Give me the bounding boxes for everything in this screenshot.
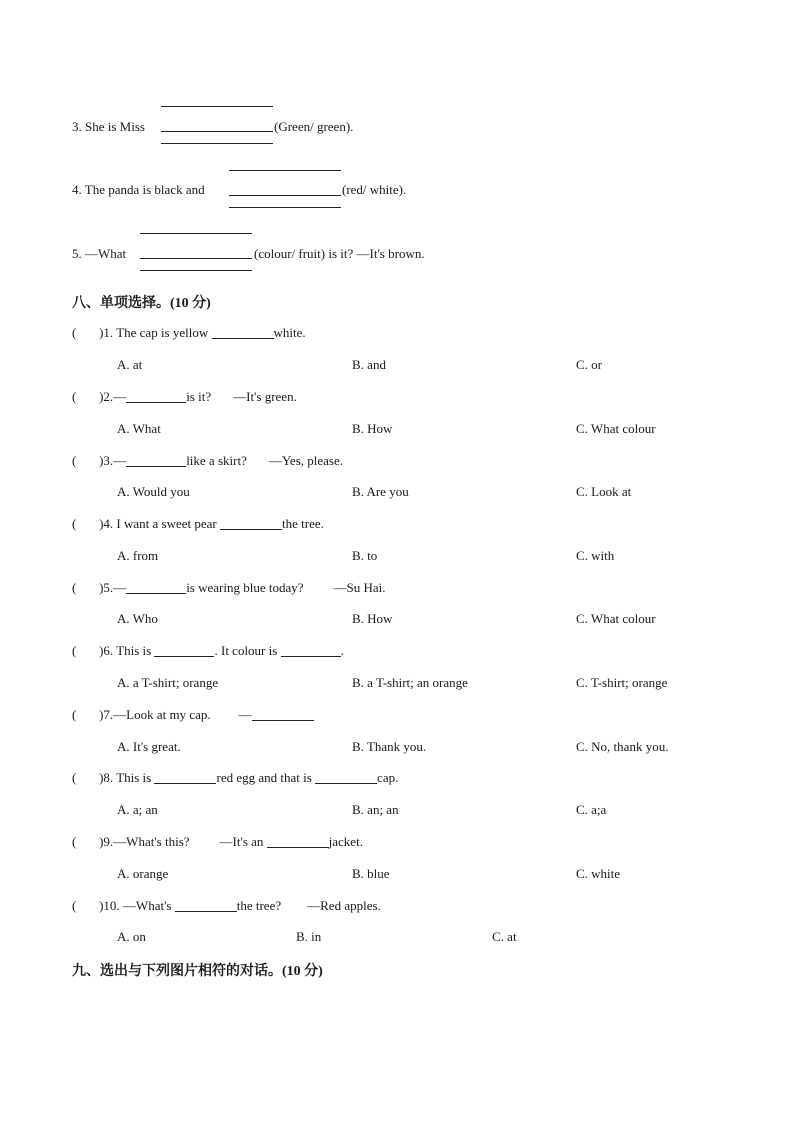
question-stem: . It colour is (214, 643, 281, 658)
answer-paren[interactable]: ( (72, 834, 100, 849)
section-heading: 八、单项选择。(10 分) (72, 296, 211, 311)
answer-blank (220, 517, 282, 530)
option-c[interactable]: C. No, thank you. (576, 739, 669, 754)
answer-paren[interactable]: ( (72, 453, 100, 468)
option-a[interactable]: A. It's great. (117, 739, 181, 754)
answer-blank (267, 835, 329, 848)
option-a[interactable]: A. on (117, 929, 146, 944)
question-reply: —Su Hai. (333, 580, 386, 595)
option-c[interactable]: C. What colour (576, 421, 656, 436)
option-a[interactable]: A. What (117, 421, 161, 436)
question-stem: )7.—Look at my cap. (99, 707, 211, 722)
question-stem: cap. (377, 770, 399, 785)
answer-paren[interactable]: ( (72, 707, 100, 722)
question-reply: —Red apples. (307, 898, 381, 913)
fill-item-4 (72, 182, 205, 198)
answer-paren[interactable]: ( (72, 770, 100, 785)
answer-line (140, 270, 252, 271)
answer-blank (212, 326, 274, 339)
answer-blank (252, 708, 314, 721)
question-10 (72, 898, 381, 914)
fill-item-hint: (Green/ green). (274, 119, 354, 134)
question-8 (72, 770, 398, 786)
question-stem: )9.—What's this? (99, 834, 190, 849)
answer-line (161, 143, 273, 144)
question-stem: red egg and that is (216, 770, 316, 785)
question-stem: )10. —What's (99, 898, 175, 913)
question-stem: is it? (186, 389, 212, 404)
question-reply: —It's an (219, 834, 267, 849)
option-b[interactable]: B. Thank you. (352, 739, 427, 754)
question-3 (72, 453, 343, 469)
option-b[interactable]: B. How (352, 421, 393, 436)
question-stem: . (340, 643, 344, 658)
fill-item-5 (72, 246, 126, 262)
question-9 (72, 834, 363, 850)
fill-item-3 (72, 119, 145, 135)
option-c[interactable]: C. at (492, 929, 517, 944)
question-stem: )5.— (99, 580, 127, 595)
option-c[interactable]: C. white (576, 866, 621, 881)
option-b[interactable]: B. How (352, 611, 393, 626)
question-5 (72, 580, 386, 596)
option-a[interactable]: A. a; an (117, 802, 158, 817)
question-stem: )4. I want a sweet pear (99, 516, 221, 531)
question-reply: — (238, 707, 252, 722)
answer-paren[interactable]: ( (72, 516, 100, 531)
answer-line (140, 233, 252, 234)
answer-paren[interactable]: ( (72, 389, 100, 404)
question-stem: the tree? (236, 898, 282, 913)
question-4 (72, 516, 324, 532)
fill-item-text: 3. She is Miss (72, 119, 145, 134)
question-stem: )6. This is (99, 643, 155, 658)
option-b[interactable]: B. blue (352, 866, 390, 881)
question-1 (72, 325, 306, 341)
question-7 (72, 707, 314, 723)
answer-blank (126, 581, 186, 594)
section-heading: 九、选出与下列图片相符的对话。(10 分) (72, 964, 323, 979)
answer-line (229, 170, 341, 171)
question-stem: jacket. (328, 834, 363, 849)
answer-paren[interactable]: ( (72, 580, 100, 595)
option-c[interactable]: C. a;a (576, 802, 607, 817)
option-b[interactable]: B. to (352, 548, 378, 563)
question-stem: the tree. (282, 516, 324, 531)
option-b[interactable]: B. an; an (352, 802, 399, 817)
answer-blank (154, 771, 216, 784)
question-stem: white. (273, 325, 306, 340)
question-stem: is wearing blue today? (186, 580, 304, 595)
question-stem: )1. The cap is yellow (99, 325, 212, 340)
option-c[interactable]: C. Look at (576, 484, 632, 499)
answer-blank (281, 644, 341, 657)
option-c[interactable]: C. T-shirt; orange (576, 675, 668, 690)
answer-paren[interactable]: ( (72, 325, 100, 340)
question-stem: )3.— (99, 453, 127, 468)
answer-line[interactable] (229, 195, 341, 196)
fill-item-text: 4. The panda is black and (72, 182, 205, 197)
answer-blank (315, 771, 377, 784)
option-b[interactable]: B. and (352, 357, 386, 372)
question-reply: —It's green. (233, 389, 297, 404)
option-c[interactable]: C. with (576, 548, 615, 563)
question-6 (72, 643, 344, 659)
question-stem: )2.— (99, 389, 127, 404)
option-a[interactable]: A. Who (117, 611, 158, 626)
question-stem: )8. This is (99, 770, 155, 785)
option-b[interactable]: B. in (296, 929, 322, 944)
option-a[interactable]: A. a T-shirt; orange (117, 675, 219, 690)
answer-paren[interactable]: ( (72, 898, 100, 913)
fill-item-hint: (colour/ fruit) is it? —It's brown. (254, 246, 425, 261)
answer-blank (175, 899, 237, 912)
answer-paren[interactable]: ( (72, 643, 100, 658)
answer-blank (126, 390, 186, 403)
answer-blank (126, 454, 186, 467)
question-2 (72, 389, 297, 405)
option-a[interactable]: A. orange (117, 866, 169, 881)
question-stem: like a skirt? (186, 453, 247, 468)
fill-item-hint: (red/ white). (342, 182, 407, 197)
option-a[interactable]: A. Would you (117, 484, 190, 499)
option-c[interactable]: C. or (576, 357, 602, 372)
answer-line[interactable] (140, 258, 252, 259)
question-reply: —Yes, please. (268, 453, 343, 468)
answer-blank (154, 644, 214, 657)
answer-line (161, 106, 273, 107)
answer-line (229, 207, 341, 208)
fill-item-text: 5. —What (72, 246, 127, 261)
option-a[interactable]: A. from (117, 548, 159, 563)
answer-line[interactable] (161, 131, 273, 132)
option-b[interactable]: B. Are you (352, 484, 409, 499)
option-c[interactable]: C. What colour (576, 611, 656, 626)
option-a[interactable]: A. at (117, 357, 143, 372)
option-b[interactable]: B. a T-shirt; an orange (352, 675, 468, 690)
